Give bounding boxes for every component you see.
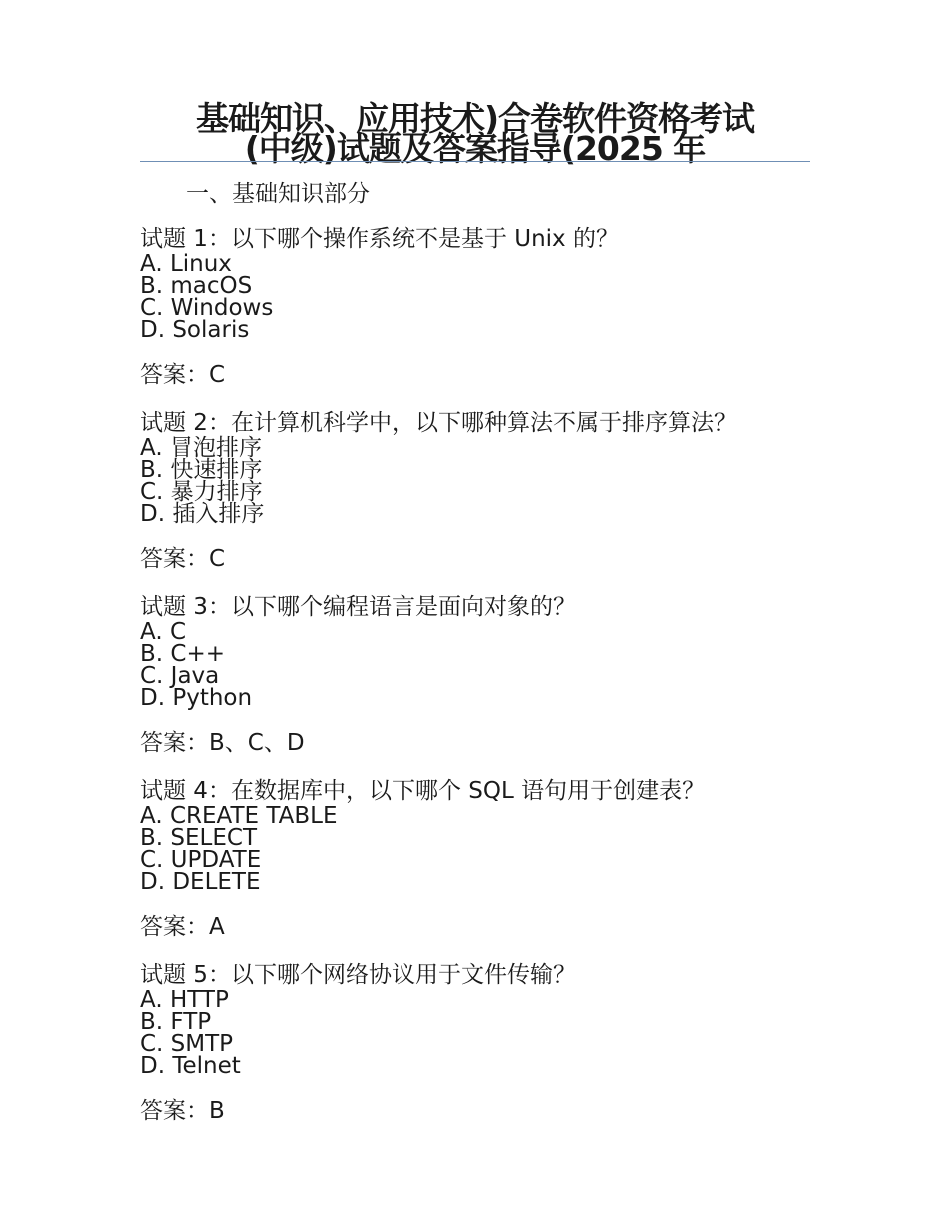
question-4 (140, 777, 830, 941)
question-option-b: B. macOS (140, 273, 253, 299)
question-answer: 答案：A (140, 914, 225, 940)
question-list (140, 225, 830, 1145)
question-option-d: D. Solaris (140, 317, 250, 343)
question-option-a: A. C (140, 619, 187, 645)
question-answer: 答案：C (140, 362, 226, 388)
question-option-d: D. 插入排序 (140, 501, 265, 527)
question-option-c: C. SMTP (140, 1031, 234, 1057)
question-option-b: B. C++ (140, 641, 226, 667)
question-prompt: 试题 1：以下哪个操作系统不是基于 Unix 的？ (140, 226, 619, 252)
question-5 (140, 961, 830, 1125)
question-option-b: B. 快速排序 (140, 457, 263, 483)
question-prompt: 试题 3：以下哪个编程语言是面向对象的？ (140, 594, 576, 620)
question-option-c: C. UPDATE (140, 847, 262, 873)
document-title (140, 99, 810, 168)
question-3 (140, 593, 830, 757)
question-option-a: A. CREATE TABLE (140, 803, 338, 829)
question-1 (140, 225, 830, 389)
section-heading: 一、基础知识部分 (186, 181, 370, 207)
question-answer: 答案：B、C、D (140, 730, 305, 756)
question-prompt: 试题 5：以下哪个网络协议用于文件传输？ (140, 962, 576, 988)
question-option-c: C. 暴力排序 (140, 479, 263, 505)
question-option-d: D. Python (140, 685, 253, 711)
question-option-a: A. 冒泡排序 (140, 435, 262, 461)
document-title-line-2: (中级)试题及答案指导(2025 年 (244, 129, 706, 168)
title-underline (140, 161, 810, 162)
question-option-b: B. SELECT (140, 825, 257, 851)
question-answer: 答案：C (140, 546, 226, 572)
question-2 (140, 409, 830, 573)
question-prompt: 试题 2：在计算机科学中，以下哪种算法不属于排序算法？ (140, 410, 737, 436)
document-title-line-1: 基础知识、应用技术)合卷软件资格考试 (195, 99, 755, 138)
question-prompt: 试题 4：在数据库中，以下哪个 SQL 语句用于创建表？ (140, 778, 706, 804)
question-option-a: A. Linux (140, 251, 232, 277)
question-answer: 答案：B (140, 1098, 225, 1124)
question-option-a: A. HTTP (140, 987, 229, 1013)
question-option-c: C. Java (140, 663, 220, 689)
question-option-c: C. Windows (140, 295, 274, 321)
question-option-d: D. Telnet (140, 1053, 241, 1079)
question-option-d: D. DELETE (140, 869, 261, 895)
question-option-b: B. FTP (140, 1009, 212, 1035)
